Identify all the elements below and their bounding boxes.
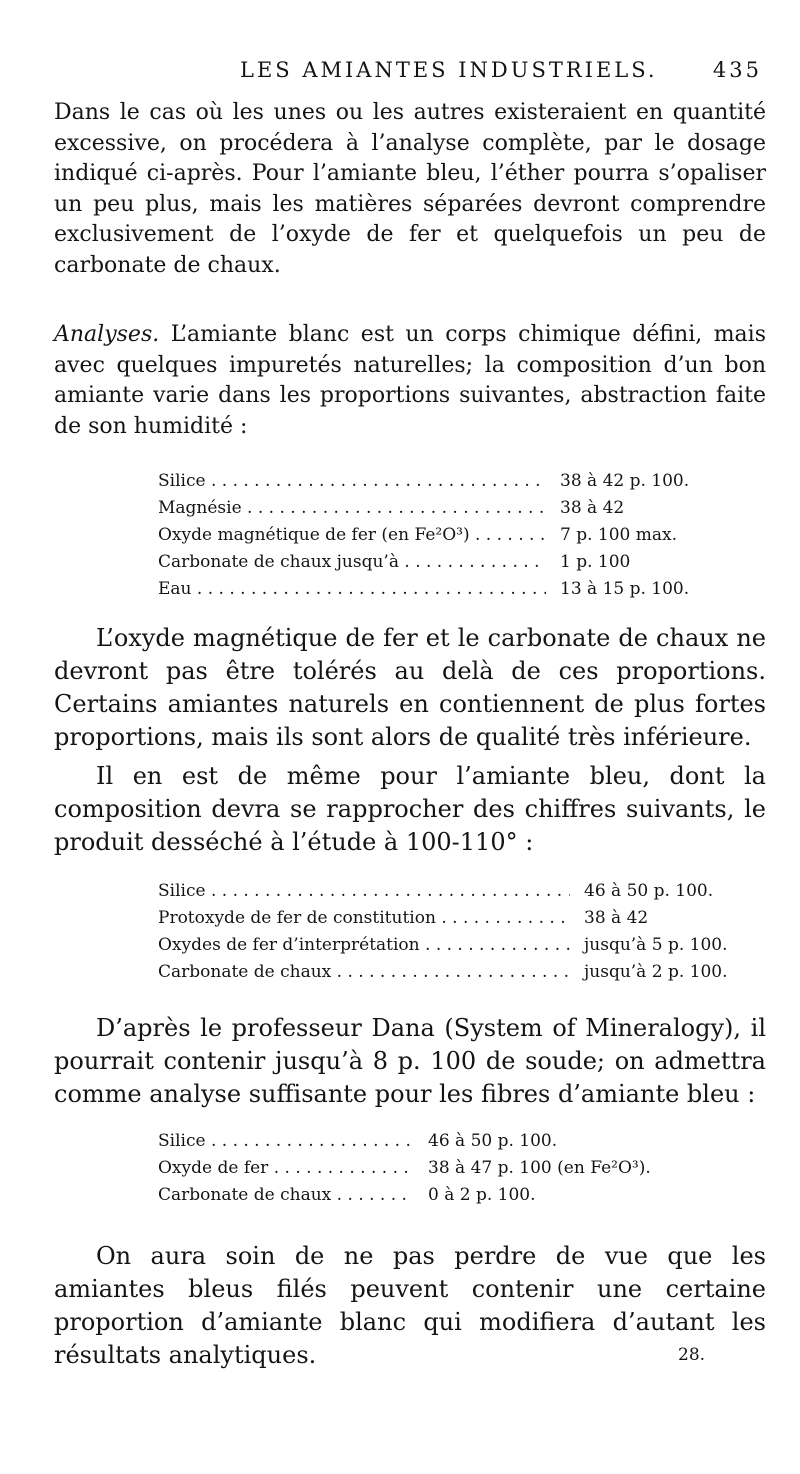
table-row bbox=[158, 1155, 651, 1182]
composition-table-white bbox=[158, 468, 689, 603]
composition-table-analysis bbox=[158, 1128, 651, 1209]
table-value: 0 à 2 p. 100. bbox=[428, 1185, 536, 1205]
table-value: 38 à 42 p. 100. bbox=[560, 471, 690, 491]
composition-table-blue bbox=[158, 878, 727, 986]
paragraph-3: L’oxyde magnétique de fer et le carbonate de chaux ne devront pas être tolérés au delà de ces proportions. Certains amiantes naturels en contiennent de plus fortes proportions, mais ils sont alors de qualité très inférieure. bbox=[54, 624, 766, 751]
table-row bbox=[158, 878, 727, 905]
running-title: LES AMIANTES INDUSTRIELS. bbox=[240, 58, 658, 82]
paragraph-2-text: L’amiante blanc est un corps chimique défini, mais avec quelques impuretés naturelles; la composition d’un bon amiante varie dans les proportions suivantes, abstraction faite de son humidité : bbox=[54, 322, 766, 439]
page-header bbox=[240, 58, 762, 82]
paragraph-5: D’après le professeur Dana (System of Mineralogy), il pourrait contenir jusqu’à 8 p. 100 de soude; on admettra comme analyse suffisante pour les fibres d’amiante bleu : bbox=[54, 1014, 766, 1108]
table-label: Oxydes de fer d’interprétation . . . bbox=[158, 932, 570, 959]
table-row bbox=[158, 1182, 651, 1209]
table-label: Silice . . . bbox=[158, 468, 546, 495]
table-label: Protoxyde de fer de constitution . . . bbox=[158, 905, 570, 932]
table-value: 46 à 50 p. 100. bbox=[584, 881, 714, 901]
table-value: 38 à 42 bbox=[560, 498, 625, 518]
table-label: Carbonate de chaux jusqu’à . . . bbox=[158, 549, 546, 576]
paragraph-6: On aura soin de ne pas perdre de vue que les amiantes bleus filés peuvent contenir une certaine proportion d’amiante blanc qui modifiera d’autant les résultats analytiques. bbox=[54, 1242, 766, 1369]
table-label: Magnésie . . . bbox=[158, 495, 546, 522]
table-row bbox=[158, 1128, 651, 1155]
table-value: 38 à 42 bbox=[584, 908, 649, 928]
table-row bbox=[158, 522, 689, 549]
signature-mark: 28. bbox=[678, 1345, 706, 1365]
table-row bbox=[158, 932, 727, 959]
table-label: Oxyde de fer . . . bbox=[158, 1155, 414, 1182]
paragraph-4: Il en est de même pour l’amiante bleu, dont la composition devra se rapprocher des chiffres suivants, le produit desséché à l’étude à 100-110° : bbox=[54, 762, 766, 856]
table-label: Silice . . . bbox=[158, 1128, 414, 1155]
section-lead: Analyses. bbox=[54, 322, 160, 347]
paragraph-analyses bbox=[54, 320, 766, 442]
paragraph-1: Dans le cas où les unes ou les autres existeraient en quantité excessive, on procédera à l’analyse complète, par le dosage indiqué ci-après. Pour l’amiante bleu, l’éther pourra s’opaliser un peu plus, mais les matières séparées devront comprendre exclusivement de l’oxyde de fer et quelquefois un peu de carbonate de chaux. bbox=[54, 100, 766, 278]
table-label: Silice . . . bbox=[158, 878, 570, 905]
table-row bbox=[158, 468, 689, 495]
table-value: jusqu’à 5 p. 100. bbox=[584, 935, 728, 955]
table-label: Oxyde magnétique de fer (en Fe²O³) . . . bbox=[158, 522, 546, 549]
table-value: jusqu’à 2 p. 100. bbox=[584, 962, 728, 982]
table-row bbox=[158, 959, 727, 986]
table-label: Carbonate de chaux . . . bbox=[158, 959, 570, 986]
table-row bbox=[158, 495, 689, 522]
table-row bbox=[158, 905, 727, 932]
table-value: 38 à 47 p. 100 (en Fe²O³). bbox=[428, 1158, 651, 1178]
table-value: 7 p. 100 max. bbox=[560, 525, 678, 545]
table-value: 1 p. 100 bbox=[560, 552, 631, 572]
table-label: Carbonate de chaux . . . bbox=[158, 1182, 414, 1209]
table-value: 46 à 50 p. 100. bbox=[428, 1131, 558, 1151]
table-value: 13 à 15 p. 100. bbox=[560, 579, 690, 599]
page-number: 435 bbox=[712, 58, 762, 82]
table-row bbox=[158, 576, 689, 603]
table-row bbox=[158, 549, 689, 576]
table-label: Eau . . . bbox=[158, 576, 546, 603]
